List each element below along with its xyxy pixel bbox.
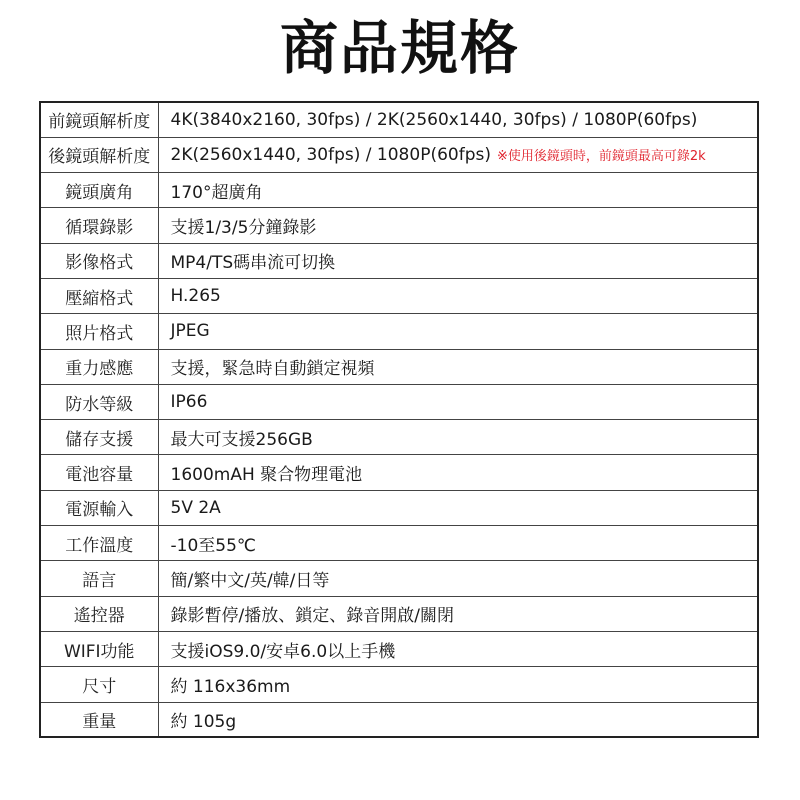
spec-label: 工作溫度 [40,526,158,561]
spec-label: 遙控器 [40,596,158,631]
spec-row [40,102,758,137]
spec-value: 4K(3840x2160, 30fps) / 2K(2560x1440, 30fps) / 1080P(60fps) [170,109,698,130]
spec-row [40,243,758,278]
spec-value-cell [158,137,758,172]
spec-value: H.265 [170,286,221,307]
spec-value: 支援，緊急時自動鎖定視頻 [170,359,375,380]
spec-label: 鏡頭廣角 [40,173,158,208]
spec-value: IP66 [170,392,208,413]
spec-label: 電池容量 [40,455,158,490]
spec-label: WIFI功能 [40,631,158,666]
spec-row [40,702,758,737]
spec-value-cell [158,173,758,208]
spec-row [40,278,758,313]
spec-row [40,349,758,384]
spec-value-cell [158,596,758,631]
spec-note: ※使用後鏡頭時，前鏡頭最高可錄2k [496,148,706,164]
spec-row [40,667,758,702]
spec-label: 防水等級 [40,384,158,419]
spec-label: 電源輸入 [40,490,158,525]
spec-value: JPEG [170,321,210,342]
spec-value: 約 105g [170,711,237,732]
spec-row [40,596,758,631]
spec-row [40,455,758,490]
spec-label: 儲存支援 [40,420,158,455]
spec-row [40,561,758,596]
spec-label: 語言 [40,561,158,596]
spec-value-cell [158,526,758,561]
spec-value: -10至55℃ [170,535,256,556]
spec-label: 影像格式 [40,243,158,278]
spec-label: 壓縮格式 [40,278,158,313]
spec-label: 前鏡頭解析度 [40,102,158,137]
spec-value-cell [158,278,758,313]
spec-value-cell [158,490,758,525]
spec-value-cell [158,314,758,349]
spec-value: 2K(2560x1440, 30fps) / 1080P(60fps) [170,144,491,165]
spec-row [40,314,758,349]
spec-row [40,384,758,419]
spec-value-cell [158,102,758,137]
spec-label: 循環錄影 [40,208,158,243]
spec-value-cell [158,455,758,490]
spec-row [40,173,758,208]
spec-value: 1600mAH 聚合物理電池 [170,465,363,486]
spec-value: 簡/繁中文/英/韓/日等 [170,571,330,591]
spec-value: 支援1/3/5分鐘錄影 [170,218,317,239]
spec-value-cell [158,349,758,384]
spec-value: 錄影暫停/播放、鎖定、錄音開啟/關閉 [170,606,454,627]
spec-value-cell [158,208,758,243]
spec-value: MP4/TS碼串流可切換 [170,253,336,274]
spec-label: 重量 [40,702,158,737]
spec-value-cell [158,384,758,419]
spec-label: 尺寸 [40,667,158,702]
spec-value-cell [158,561,758,596]
spec-value: 5V 2A [170,497,221,518]
spec-label: 照片格式 [40,314,158,349]
spec-row [40,208,758,243]
spec-value-cell [158,667,758,702]
spec-label: 後鏡頭解析度 [40,137,158,172]
spec-value: 約 116x36mm [170,676,291,697]
spec-value: 170°超廣角 [170,182,263,203]
spec-row [40,526,758,561]
spec-value-cell [158,243,758,278]
spec-table-body [40,102,758,737]
spec-value-cell [158,631,758,666]
spec-value-cell [158,702,758,737]
spec-row [40,631,758,666]
spec-label: 重力感應 [40,349,158,384]
spec-value: 支援iOS9.0/安卓6.0以上手機 [170,641,396,662]
spec-table [39,101,759,738]
spec-row [40,137,758,172]
spec-value-cell [158,420,758,455]
page-title: 商品規格 [279,14,520,82]
spec-row [40,490,758,525]
spec-row [40,420,758,455]
spec-value: 最大可支援256GB [170,429,313,450]
